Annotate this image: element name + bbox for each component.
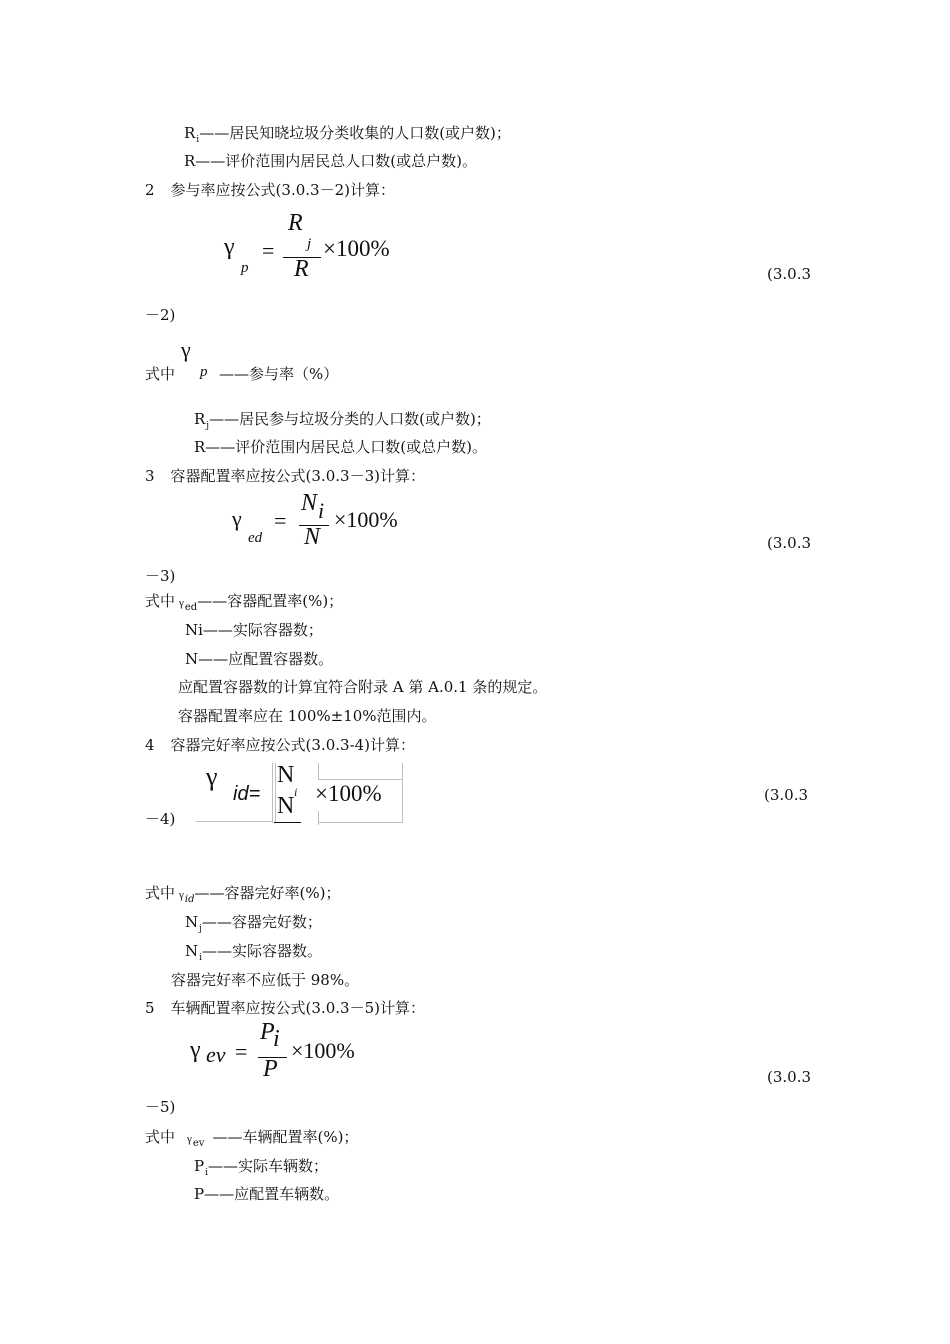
eqno-5b: －5): [145, 1098, 176, 1116]
item5-heading: 5 车辆配置率应按公式(3.0.3－5)计算：: [145, 999, 425, 1017]
def-rj: $R_j——$居民参与垃圾分类的人口数(或户数)；: [194, 410, 491, 431]
where-3: 式中 $\gamma_{ed}——$容器配置率(%)；: [145, 592, 344, 613]
def-ni-4: $N_i——$实际容器数。: [185, 942, 323, 963]
def-ni: Ni——实际容器数；: [185, 621, 323, 639]
note-3-2: 容器配置率应在 100%±10%范围内。: [178, 707, 437, 725]
where-4: 式中 $\gamma_{id}——$容器完好率(%)；: [145, 884, 341, 905]
item3-heading: 3 容器配置率应按公式(3.0.3－3)计算：: [145, 467, 425, 485]
def-n: N——应配置容器数。: [185, 650, 334, 668]
eqno-3b: －3): [145, 567, 176, 585]
def-pi: $P_i——$实际车辆数；: [194, 1157, 328, 1178]
def-nj: $N_j——$容器完好数；: [185, 913, 322, 934]
item2-heading: 2 参与率应按公式(3.0.3－2)计算：: [145, 181, 395, 199]
def-p: P——应配置车辆数。: [194, 1185, 340, 1203]
eqno-5a: (3.0.3: [767, 1068, 812, 1086]
eqno-4a: (3.0.3: [764, 786, 809, 804]
note-4: 容器完好率不应低于 98%。: [171, 971, 360, 989]
eqno-4b: －4): [145, 810, 176, 828]
eqno-3a: (3.0.3: [767, 534, 812, 552]
def-r-2: R——评价范围内居民总人口数(或总户数)。: [194, 438, 488, 456]
note-3-1: 应配置容器数的计算宜符合附录 A 第 A.0.1 条的规定。: [178, 678, 548, 696]
def-ri: $R_i——$居民知晓垃圾分类收集的人口数(或户数)；: [184, 124, 511, 145]
def-r: R——评价范围内居民总人口数(或总户数)。: [184, 152, 478, 170]
eqno-2b: －2): [145, 306, 176, 324]
eqno-2a: (3.0.3: [767, 265, 812, 283]
where-5: 式中 $\gamma_{ev}$ ——车辆配置率(%)；: [145, 1128, 359, 1149]
item4-heading: 4 容器完好率应按公式(3.0.3-4)计算：: [145, 736, 416, 754]
